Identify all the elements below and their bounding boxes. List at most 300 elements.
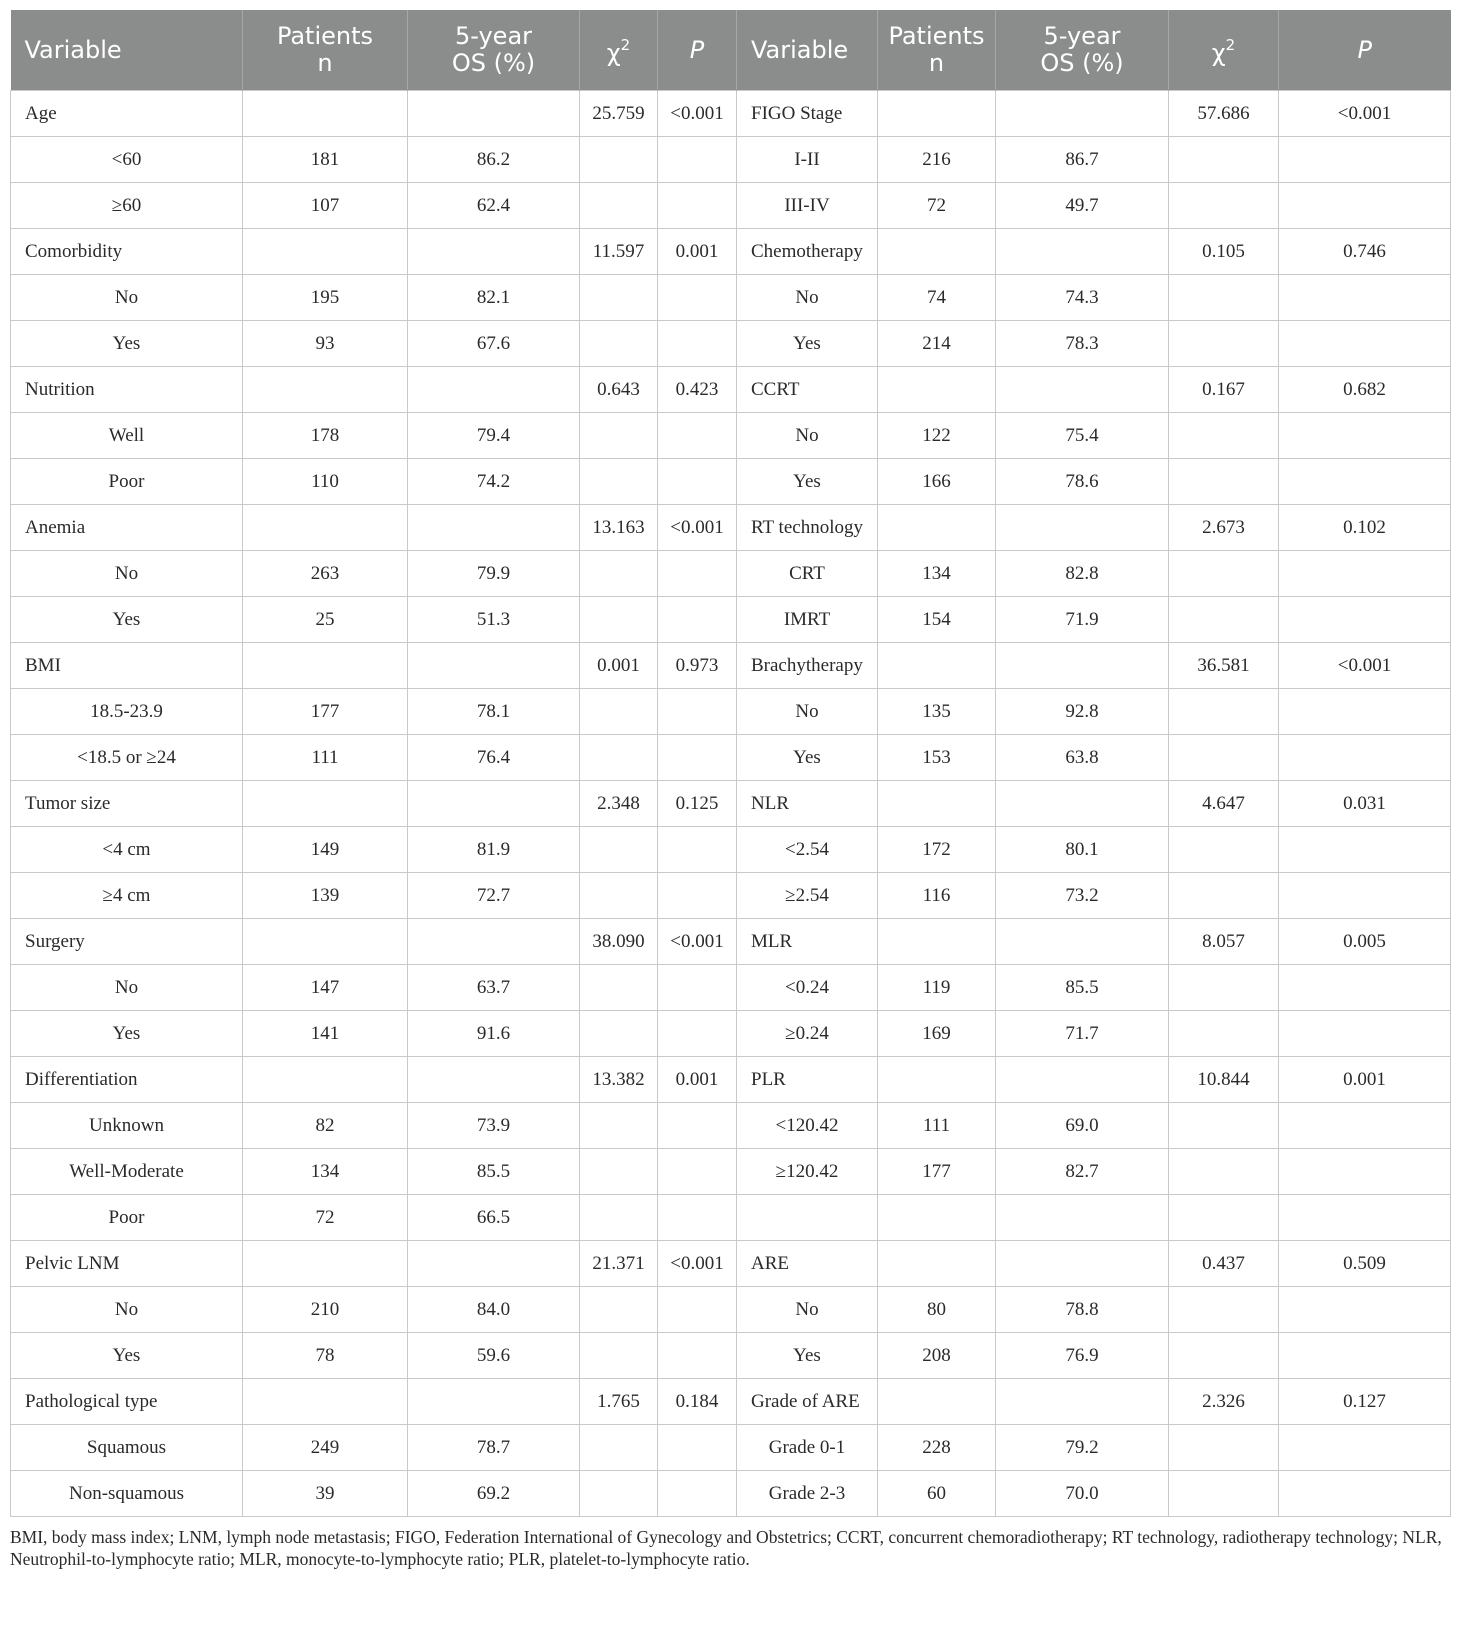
table-cell <box>878 1195 996 1241</box>
table-cell: 72 <box>243 1195 408 1241</box>
table-cell <box>243 643 408 689</box>
table-cell <box>408 229 580 275</box>
category-cell: Well-Moderate <box>11 1149 243 1195</box>
table-cell <box>580 597 658 643</box>
variable-name-cell: ARE <box>737 1241 878 1287</box>
table-cell <box>1169 827 1279 873</box>
table-cell: 71.9 <box>996 597 1169 643</box>
table-cell <box>996 91 1169 137</box>
table-body <box>11 91 1451 1517</box>
table-cell <box>658 321 737 367</box>
category-cell: Yes <box>11 1333 243 1379</box>
table-row <box>11 735 1451 781</box>
category-cell: Yes <box>737 1333 878 1379</box>
table-cell <box>1169 689 1279 735</box>
table-cell: 73.2 <box>996 873 1169 919</box>
header-variable-right: Variable <box>737 10 878 91</box>
table-cell <box>408 1379 580 1425</box>
table-cell <box>1279 459 1451 505</box>
table-cell: 10.844 <box>1169 1057 1279 1103</box>
table-cell: 0.437 <box>1169 1241 1279 1287</box>
table-cell <box>878 229 996 275</box>
table-cell <box>1169 137 1279 183</box>
table-cell: 249 <box>243 1425 408 1471</box>
category-cell: No <box>737 689 878 735</box>
header-os-left: 5-year OS (%) <box>408 10 580 91</box>
table-cell: 93 <box>243 321 408 367</box>
table-cell <box>1169 183 1279 229</box>
table-cell: 80.1 <box>996 827 1169 873</box>
table-cell <box>658 551 737 597</box>
table-cell: 82.7 <box>996 1149 1169 1195</box>
table-cell <box>878 781 996 827</box>
table-cell <box>1169 321 1279 367</box>
table-cell: 210 <box>243 1287 408 1333</box>
table-cell: 11.597 <box>580 229 658 275</box>
table-cell <box>658 1425 737 1471</box>
category-cell: <18.5 or ≥24 <box>11 735 243 781</box>
table-row <box>11 781 1451 827</box>
variable-name-cell: Nutrition <box>11 367 243 413</box>
table-cell: 85.5 <box>408 1149 580 1195</box>
table-row <box>11 183 1451 229</box>
table-cell: 69.0 <box>996 1103 1169 1149</box>
table-cell: 39 <box>243 1471 408 1517</box>
table-cell: 177 <box>243 689 408 735</box>
table-cell: 0.682 <box>1279 367 1451 413</box>
variable-name-cell: NLR <box>737 781 878 827</box>
table-cell: 78.8 <box>996 1287 1169 1333</box>
header-row <box>11 10 1451 91</box>
table-cell <box>658 1103 737 1149</box>
table-cell <box>1169 1103 1279 1149</box>
table-cell <box>1169 459 1279 505</box>
table-cell: 0.031 <box>1279 781 1451 827</box>
table-cell: 79.4 <box>408 413 580 459</box>
variable-name-cell: FIGO Stage <box>737 91 878 137</box>
table-cell <box>243 367 408 413</box>
table-cell: 0.105 <box>1169 229 1279 275</box>
table-row <box>11 1471 1451 1517</box>
table-cell: 0.125 <box>658 781 737 827</box>
table-cell <box>658 689 737 735</box>
table-cell <box>1279 1103 1451 1149</box>
table-cell: 177 <box>878 1149 996 1195</box>
table-cell: 74.2 <box>408 459 580 505</box>
table-cell: 169 <box>878 1011 996 1057</box>
category-cell: 18.5-23.9 <box>11 689 243 735</box>
category-cell: Yes <box>737 321 878 367</box>
category-cell: <2.54 <box>737 827 878 873</box>
category-cell: CRT <box>737 551 878 597</box>
table-cell <box>580 137 658 183</box>
table-cell <box>580 1149 658 1195</box>
category-cell: Non-squamous <box>11 1471 243 1517</box>
table-cell: 181 <box>243 137 408 183</box>
table-row <box>11 689 1451 735</box>
table-row <box>11 1011 1451 1057</box>
table-cell <box>580 1287 658 1333</box>
table-row <box>11 1149 1451 1195</box>
table-cell <box>1279 321 1451 367</box>
category-cell: Squamous <box>11 1425 243 1471</box>
table-row <box>11 1241 1451 1287</box>
table-cell <box>1169 1425 1279 1471</box>
table-cell: 0.001 <box>658 1057 737 1103</box>
table-cell <box>996 367 1169 413</box>
table-cell: 0.005 <box>1279 919 1451 965</box>
table-cell <box>243 781 408 827</box>
table-cell <box>1279 1149 1451 1195</box>
table-cell <box>658 1149 737 1195</box>
header-os-right: 5-year OS (%) <box>996 10 1169 91</box>
category-cell: ≥4 cm <box>11 873 243 919</box>
table-cell: 214 <box>878 321 996 367</box>
table-cell: 62.4 <box>408 183 580 229</box>
table-cell: 69.2 <box>408 1471 580 1517</box>
table-cell: 149 <box>243 827 408 873</box>
table-cell: 107 <box>243 183 408 229</box>
variable-name-cell: Anemia <box>11 505 243 551</box>
table-cell <box>1169 1149 1279 1195</box>
table-cell: 75.4 <box>996 413 1169 459</box>
table-cell <box>408 781 580 827</box>
table-cell <box>658 735 737 781</box>
table-cell <box>1169 551 1279 597</box>
table-cell: 0.167 <box>1169 367 1279 413</box>
table-cell: 0.102 <box>1279 505 1451 551</box>
header-chi-left: $\chi^2$ <box>580 10 658 91</box>
table-cell <box>580 459 658 505</box>
category-cell: ≥120.42 <box>737 1149 878 1195</box>
category-cell: <60 <box>11 137 243 183</box>
table-cell <box>878 1379 996 1425</box>
table-cell <box>1169 873 1279 919</box>
table-cell <box>408 643 580 689</box>
table-cell: 82.8 <box>996 551 1169 597</box>
table-cell: 263 <box>243 551 408 597</box>
category-cell: No <box>737 275 878 321</box>
category-cell: <120.42 <box>737 1103 878 1149</box>
table-cell: 78 <box>243 1333 408 1379</box>
category-cell <box>737 1195 878 1241</box>
table-cell <box>658 1333 737 1379</box>
table-cell <box>580 873 658 919</box>
table-cell <box>878 505 996 551</box>
table-cell: 86.2 <box>408 137 580 183</box>
table-cell <box>1169 1471 1279 1517</box>
table-cell: <0.001 <box>658 505 737 551</box>
table-cell: 82.1 <box>408 275 580 321</box>
table-cell <box>1279 137 1451 183</box>
variable-name-cell: Pelvic LNM <box>11 1241 243 1287</box>
table-cell <box>996 1379 1169 1425</box>
table-cell: 63.8 <box>996 735 1169 781</box>
table-cell <box>580 413 658 459</box>
table-cell: <0.001 <box>1279 643 1451 689</box>
table-cell: 0.423 <box>658 367 737 413</box>
table-cell: 0.001 <box>658 229 737 275</box>
category-cell: ≥60 <box>11 183 243 229</box>
table-cell: 84.0 <box>408 1287 580 1333</box>
table-cell <box>580 1471 658 1517</box>
variable-name-cell: Surgery <box>11 919 243 965</box>
table-cell <box>243 1379 408 1425</box>
table-cell <box>1279 1425 1451 1471</box>
category-cell: ≥0.24 <box>737 1011 878 1057</box>
category-cell: Grade 2-3 <box>737 1471 878 1517</box>
table-cell <box>1169 1287 1279 1333</box>
category-cell: I-II <box>737 137 878 183</box>
table-cell <box>658 183 737 229</box>
category-cell: No <box>11 275 243 321</box>
table-cell: 85.5 <box>996 965 1169 1011</box>
category-cell: Poor <box>11 1195 243 1241</box>
table-cell: 139 <box>243 873 408 919</box>
table-cell: 67.6 <box>408 321 580 367</box>
table-cell <box>408 919 580 965</box>
table-cell: 80 <box>878 1287 996 1333</box>
table-cell <box>1279 1333 1451 1379</box>
table-cell: 2.673 <box>1169 505 1279 551</box>
table-cell: 110 <box>243 459 408 505</box>
header-p-left: P <box>658 10 737 91</box>
variable-name-cell: MLR <box>737 919 878 965</box>
category-cell: No <box>11 965 243 1011</box>
table-cell: 76.9 <box>996 1333 1169 1379</box>
table-cell <box>1279 735 1451 781</box>
category-cell: Yes <box>737 459 878 505</box>
table-cell <box>996 229 1169 275</box>
table-cell: 195 <box>243 275 408 321</box>
table-cell: 78.6 <box>996 459 1169 505</box>
table-cell: 70.0 <box>996 1471 1169 1517</box>
category-cell: No <box>11 1287 243 1333</box>
table-cell <box>996 1057 1169 1103</box>
table-row <box>11 321 1451 367</box>
category-cell: No <box>11 551 243 597</box>
table-row <box>11 1333 1451 1379</box>
table-cell <box>580 1195 658 1241</box>
table-cell <box>658 827 737 873</box>
table-cell <box>580 1333 658 1379</box>
table-cell: 73.9 <box>408 1103 580 1149</box>
table-row <box>11 413 1451 459</box>
table-cell <box>243 1057 408 1103</box>
table-row <box>11 827 1451 873</box>
table-cell <box>996 1241 1169 1287</box>
table-cell: 135 <box>878 689 996 735</box>
table-cell: 82 <box>243 1103 408 1149</box>
table-cell: 208 <box>878 1333 996 1379</box>
table-cell: 66.5 <box>408 1195 580 1241</box>
table-cell <box>878 1057 996 1103</box>
table-cell <box>408 1241 580 1287</box>
category-cell: No <box>737 1287 878 1333</box>
table-cell: 21.371 <box>580 1241 658 1287</box>
variable-name-cell: Comorbidity <box>11 229 243 275</box>
table-cell <box>580 275 658 321</box>
variable-name-cell: CCRT <box>737 367 878 413</box>
table-row <box>11 1195 1451 1241</box>
table-cell: 91.6 <box>408 1011 580 1057</box>
table-cell <box>1279 965 1451 1011</box>
table-cell: 79.2 <box>996 1425 1169 1471</box>
table-cell <box>658 413 737 459</box>
table-cell: 49.7 <box>996 183 1169 229</box>
survival-table <box>10 10 1451 1517</box>
table-cell <box>996 1195 1169 1241</box>
category-cell: Yes <box>737 735 878 781</box>
table-cell <box>1169 1333 1279 1379</box>
table-cell <box>878 919 996 965</box>
table-cell <box>580 183 658 229</box>
table-row <box>11 551 1451 597</box>
category-cell: Yes <box>11 1011 243 1057</box>
table-cell: 92.8 <box>996 689 1169 735</box>
table-cell: 78.3 <box>996 321 1169 367</box>
table-cell <box>658 1471 737 1517</box>
table-cell: 216 <box>878 137 996 183</box>
table-cell: <0.001 <box>658 919 737 965</box>
table-cell: 13.163 <box>580 505 658 551</box>
table-cell: 57.686 <box>1169 91 1279 137</box>
table-cell: 51.3 <box>408 597 580 643</box>
table-cell <box>1279 275 1451 321</box>
category-cell: Well <box>11 413 243 459</box>
table-cell <box>658 275 737 321</box>
table-cell: 71.7 <box>996 1011 1169 1057</box>
variable-name-cell: Grade of ARE <box>737 1379 878 1425</box>
category-cell: IMRT <box>737 597 878 643</box>
table-cell: 13.382 <box>580 1057 658 1103</box>
table-cell: 111 <box>878 1103 996 1149</box>
table-cell <box>408 1057 580 1103</box>
header-variable-left: Variable <box>11 10 243 91</box>
table-cell <box>658 1287 737 1333</box>
table-cell: 76.4 <box>408 735 580 781</box>
header-p-right: P <box>1279 10 1451 91</box>
table-cell: 141 <box>243 1011 408 1057</box>
header-chi-right: $\chi^2$ <box>1169 10 1279 91</box>
category-cell: <4 cm <box>11 827 243 873</box>
table-cell: 134 <box>878 551 996 597</box>
table-cell <box>408 91 580 137</box>
variable-name-cell: Pathological type <box>11 1379 243 1425</box>
category-cell: Unknown <box>11 1103 243 1149</box>
table-row <box>11 275 1451 321</box>
table-cell <box>1169 1011 1279 1057</box>
table-cell <box>580 735 658 781</box>
category-cell: <0.24 <box>737 965 878 1011</box>
table-cell <box>1279 827 1451 873</box>
table-cell: 74.3 <box>996 275 1169 321</box>
variable-name-cell: Chemotherapy <box>737 229 878 275</box>
variable-name-cell: Age <box>11 91 243 137</box>
table-cell: <0.001 <box>658 91 737 137</box>
table-row <box>11 229 1451 275</box>
table-cell: 63.7 <box>408 965 580 1011</box>
table-cell <box>878 91 996 137</box>
table-cell <box>1279 1471 1451 1517</box>
table-cell: 25 <box>243 597 408 643</box>
table-cell: 25.759 <box>580 91 658 137</box>
table-cell <box>658 1195 737 1241</box>
table-cell: <0.001 <box>1279 91 1451 137</box>
table-cell <box>580 1103 658 1149</box>
table-cell <box>996 505 1169 551</box>
table-row <box>11 1287 1451 1333</box>
table-cell <box>1169 275 1279 321</box>
table-cell <box>580 321 658 367</box>
table-cell <box>878 1241 996 1287</box>
header-patients-left: Patients n <box>243 10 408 91</box>
table-cell <box>1279 183 1451 229</box>
table-cell <box>878 643 996 689</box>
table-cell <box>243 505 408 551</box>
table-cell: 81.9 <box>408 827 580 873</box>
table-cell <box>658 873 737 919</box>
table-cell: 72.7 <box>408 873 580 919</box>
table-cell: 59.6 <box>408 1333 580 1379</box>
category-cell: Poor <box>11 459 243 505</box>
table-cell: 134 <box>243 1149 408 1195</box>
table-cell <box>658 459 737 505</box>
table-cell <box>996 643 1169 689</box>
table-cell <box>580 965 658 1011</box>
table-cell: 154 <box>878 597 996 643</box>
table-cell <box>658 137 737 183</box>
category-cell: Yes <box>11 597 243 643</box>
table-cell: 78.7 <box>408 1425 580 1471</box>
table-footnote: BMI, body mass index; LNM, lymph node metastasis; FIGO, Federation International of Gynecology and Obstetrics; CCRT, concurrent chemoradiotherapy; RT technology, radiotherapy technology; NLR, Neutrophil-to-lymphocyte ratio; MLR, monocyte-to-lymphocyte ratio; PLR, platelet-to-lymphocyte ratio. <box>10 1527 1442 1569</box>
table-cell <box>243 229 408 275</box>
table-cell: 111 <box>243 735 408 781</box>
table-row <box>11 873 1451 919</box>
table-cell <box>1279 1011 1451 1057</box>
table-cell: 122 <box>878 413 996 459</box>
table-cell: 86.7 <box>996 137 1169 183</box>
table-cell <box>580 689 658 735</box>
table-cell: 78.1 <box>408 689 580 735</box>
table-cell <box>878 367 996 413</box>
table-cell <box>1279 1287 1451 1333</box>
table-cell: 0.001 <box>580 643 658 689</box>
table-cell: 0.001 <box>1279 1057 1451 1103</box>
table-cell: 0.509 <box>1279 1241 1451 1287</box>
variable-name-cell: Tumor size <box>11 781 243 827</box>
variable-name-cell: BMI <box>11 643 243 689</box>
table-cell <box>580 827 658 873</box>
variable-name-cell: RT technology <box>737 505 878 551</box>
variable-name-cell: Brachytherapy <box>737 643 878 689</box>
table-cell <box>1279 551 1451 597</box>
table-cell: 8.057 <box>1169 919 1279 965</box>
table-cell: 172 <box>878 827 996 873</box>
table-cell: 0.973 <box>658 643 737 689</box>
table-cell <box>243 91 408 137</box>
table-row <box>11 1057 1451 1103</box>
table-row <box>11 459 1451 505</box>
table-cell <box>243 919 408 965</box>
table-cell <box>408 367 580 413</box>
table-cell <box>1279 1195 1451 1241</box>
table-row <box>11 505 1451 551</box>
table-cell: 79.9 <box>408 551 580 597</box>
table-cell: 4.647 <box>1169 781 1279 827</box>
table-cell: <0.001 <box>658 1241 737 1287</box>
table-cell <box>996 781 1169 827</box>
